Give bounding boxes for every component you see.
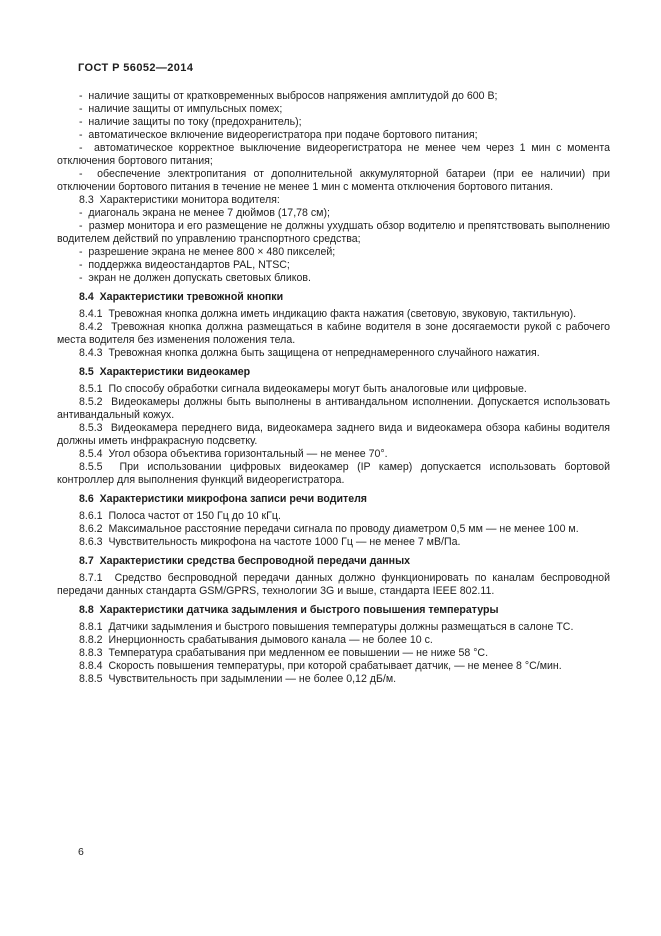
paragraph: 8.5.3 Видеокамера переднего вида, видеокамера заднего вида и видеокамера обзора кабины водителя должны иметь инфракрасную подсветку. bbox=[57, 422, 610, 447]
paragraph: 8.3 Характеристики монитора водителя: bbox=[79, 194, 280, 206]
paragraph: - поддержка видеостандартов PAL, NTSC; bbox=[79, 259, 290, 271]
paragraph: - наличие защиты по току (предохранитель); bbox=[79, 116, 302, 128]
paragraph: 8.8.2 Инерционность срабатывания дымового канала — не более 10 с. bbox=[79, 634, 433, 646]
paragraph: 8.6.2 Максимальное расстояние передачи сигнала по проводу диаметром 0,5 мм — не менее 100 м. bbox=[79, 523, 579, 535]
section-heading: 8.6 Характеристики микрофона записи речи водителя bbox=[79, 493, 367, 505]
paragraph: 8.7.1 Средство беспроводной передачи данных должно функционировать по каналам беспроводной передачи данных стандарта GSM/GPRS, технологии 3G и выше, стандарта IEEE 802.11. bbox=[57, 572, 610, 597]
page-number: 6 bbox=[78, 846, 84, 858]
paragraph: - экран не должен допускать световых бликов. bbox=[79, 272, 311, 284]
paragraph: 8.5.5 При использовании цифровых видеокамер (IP камер) допускается использовать бортовой контроллер для выполнения функций видеорегистратора. bbox=[57, 461, 610, 486]
paragraph: - автоматическое корректное выключение видеорегистратора не менее чем через 1 мин с момента отключения бортового питания; bbox=[57, 142, 610, 167]
paragraph: 8.8.4 Скорость повышения температуры, при которой срабатывает датчик, — не менее 8 °С/мин. bbox=[79, 660, 562, 672]
section-heading: 8.5 Характеристики видеокамер bbox=[79, 366, 251, 378]
paragraph: - наличие защиты от импульсных помех; bbox=[79, 103, 283, 115]
section-heading: 8.4 Характеристики тревожной кнопки bbox=[79, 291, 284, 303]
paragraph: 8.5.4 Угол обзора объектива горизонтальный — не менее 70°. bbox=[79, 448, 388, 460]
section-heading: 8.8 Характеристики датчика задымления и быстрого повышения температуры bbox=[79, 604, 499, 616]
paragraph: 8.4.3 Тревожная кнопка должна быть защищена от непреднамеренного случайного нажатия. bbox=[79, 347, 540, 359]
paragraph: - наличие защиты от кратковременных выбросов напряжения амплитудой до 600 В; bbox=[79, 90, 498, 102]
paragraph: 8.8.1 Датчики задымления и быстрого повышения температуры должны размещаться в салоне ТС. bbox=[79, 621, 574, 633]
paragraph: - размер монитора и его размещение не должны ухудшать обзор водителю и препятствовать выполнению водителем действий по управлению транспортного средства; bbox=[57, 220, 610, 245]
paragraph: 8.5.1 По способу обработки сигнала видеокамеры могут быть аналоговые или цифровые. bbox=[79, 383, 527, 395]
paragraph: 8.6.3 Чувствительность микрофона на частоте 1000 Гц — не менее 7 мВ/Па. bbox=[79, 536, 461, 548]
document-body bbox=[57, 90, 610, 686]
paragraph: - диагональ экрана не менее 7 дюймов (17,78 см); bbox=[79, 207, 330, 219]
paragraph: 8.6.1 Полоса частот от 150 Гц до 10 кГц. bbox=[79, 510, 281, 522]
section-heading: 8.7 Характеристики средства беспроводной передачи данных bbox=[79, 555, 411, 567]
paragraph: 8.8.3 Температура срабатывания при медленном ее повышении — не ниже 58 °С. bbox=[79, 647, 489, 659]
paragraph: - обеспечение электропитания от дополнительной аккумуляторной батареи (при ее наличии) при отключении бортового питания в течение не менее 1 мин с момента отключения бортового питания. bbox=[57, 168, 610, 193]
paragraph: 8.4.2 Тревожная кнопка должна размещаться в кабине водителя в зоне досягаемости рукой с рабочего места водителя без изменения положения тела. bbox=[57, 321, 610, 346]
paragraph: 8.8.5 Чувствительность при задымлении — не более 0,12 дБ/м. bbox=[79, 673, 397, 685]
paragraph: - разрешение экрана не менее 800 × 480 пикселей; bbox=[79, 246, 336, 258]
paragraph: 8.4.1 Тревожная кнопка должна иметь индикацию факта нажатия (световую, звуковую, тактильную). bbox=[79, 308, 577, 320]
paragraph: - автоматическое включение видеорегистратора при подаче бортового питания; bbox=[79, 129, 478, 141]
paragraph: 8.5.2 Видеокамеры должны быть выполнены в антивандальном исполнении. Допускается использовать антивандальный кожух. bbox=[57, 396, 610, 421]
running-header: ГОСТ Р 56052—2014 bbox=[78, 62, 194, 74]
